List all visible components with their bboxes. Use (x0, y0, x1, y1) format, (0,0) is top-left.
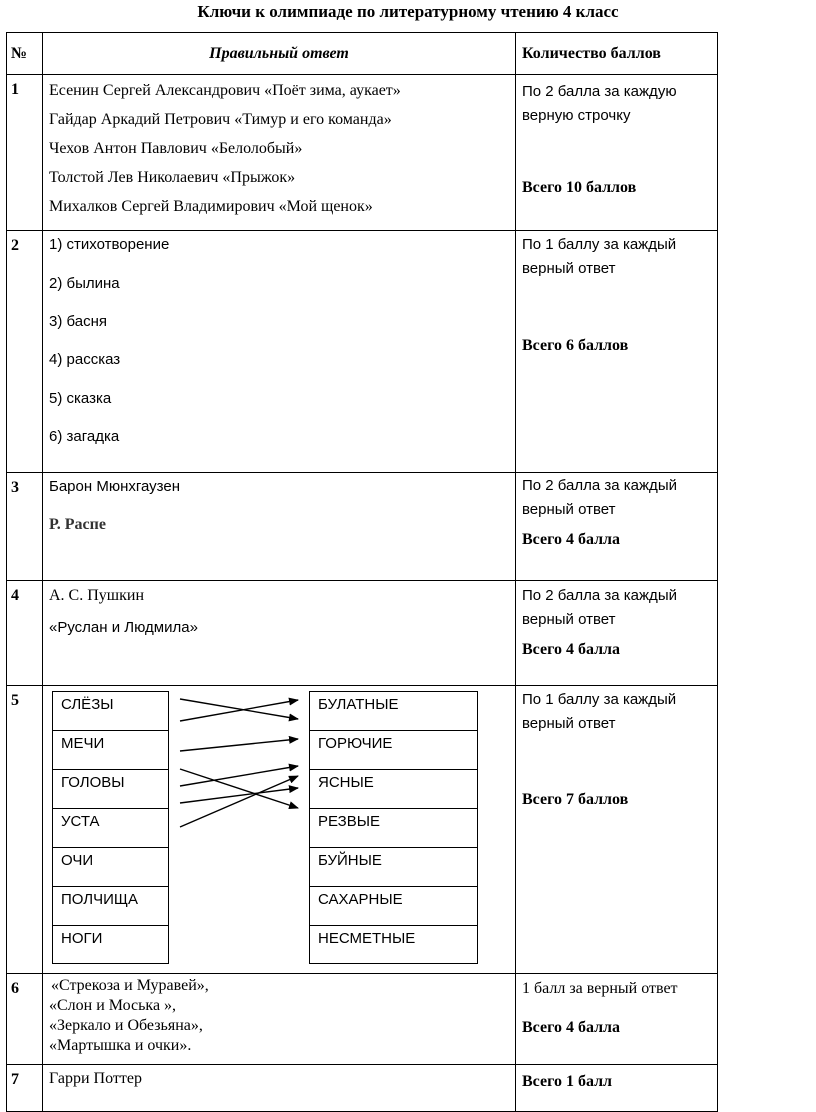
right-word: РЕЗВЫЕ (310, 809, 477, 848)
score-text: По 2 балла за каждую верную строчку (522, 83, 677, 124)
left-word: СЛЁЗЫ (53, 692, 168, 731)
table-row (7, 686, 718, 974)
row-number: 7 (7, 1065, 43, 1112)
answer-line: 4) рассказ (49, 351, 121, 368)
answer-line: Михалков Сергей Владимирович «Мой щенок» (49, 198, 373, 215)
page-title: Ключи к олимпиаде по литературному чтению 4 класс (197, 2, 619, 21)
header-score: Количество баллов (516, 33, 718, 75)
row-number: 6 (7, 974, 43, 1065)
answer-cell (43, 473, 516, 581)
answer-line: 3) басня (49, 313, 108, 330)
answer-cell (43, 581, 516, 686)
answer-line: Барон Мюнхгаузен (49, 478, 181, 495)
answer-line: Гарри Поттер (49, 1070, 142, 1087)
table-row (7, 231, 718, 473)
match-arrow (180, 699, 298, 719)
table-row (7, 75, 718, 231)
score-text: По 1 баллу за каждый верный ответ (522, 691, 677, 732)
right-word: БУЙНЫЕ (310, 848, 477, 887)
score-text: По 2 балла за каждый верный ответ (522, 587, 677, 628)
score-total: Всего 4 балла (522, 531, 621, 548)
score-total: Всего 1 балл (522, 1073, 613, 1090)
score-total: Всего 10 баллов (522, 179, 637, 196)
score-cell (516, 231, 718, 473)
score-cell (516, 1065, 718, 1112)
right-word: САХАРНЫЕ (310, 887, 477, 926)
row-number: 2 (7, 231, 43, 473)
answer-line: А. С. Пушкин (49, 587, 144, 604)
score-cell (516, 581, 718, 686)
score-total: Всего 7 баллов (522, 791, 629, 808)
answer-line: «Мартышка и очки». (49, 1037, 192, 1054)
left-word: ПОЛЧИЩА (53, 887, 168, 926)
table-row (7, 1065, 718, 1112)
answer-cell (43, 231, 516, 473)
answer-line: Чехов Антон Павлович «Белолобый» (49, 140, 303, 157)
right-word: НЕСМЕТНЫЕ (318, 930, 416, 947)
table-row (7, 974, 718, 1065)
matching-grid (52, 691, 478, 964)
row-number: 5 (7, 686, 43, 974)
answer-line: «Стрекоза и Муравей», (51, 977, 209, 994)
answer-line: 1) стихотворение (49, 236, 170, 253)
left-word: ГОЛОВЫ (53, 770, 168, 809)
score-total: Всего 4 балла (522, 641, 621, 658)
answer-line: «Руслан и Людмила» (49, 619, 198, 636)
left-word: НОГИ (61, 930, 103, 947)
row-number: 3 (7, 473, 43, 581)
answer-line: Толстой Лев Николаевич «Прыжок» (49, 169, 296, 186)
answer-cell (43, 686, 516, 974)
score-text: По 1 баллу за каждый верный ответ (522, 236, 677, 277)
answer-line: 6) загадка (49, 428, 120, 445)
score-cell (516, 686, 718, 974)
table-header-row (7, 33, 718, 75)
left-word: МЕЧИ (53, 731, 168, 770)
answer-cell (43, 1065, 516, 1112)
answer-line: 5) сказка (49, 390, 112, 407)
score-total: Всего 4 балла (522, 1019, 621, 1036)
right-word: ГОРЮЧИЕ (310, 731, 477, 770)
score-cell (516, 75, 718, 231)
match-arrow (180, 739, 298, 751)
answer-cell (43, 974, 516, 1065)
answer-cell (43, 75, 516, 231)
score-cell (516, 974, 718, 1065)
header-num: № (7, 33, 43, 75)
left-word: УСТА (53, 809, 168, 848)
table-row (7, 581, 718, 686)
row-number: 1 (7, 75, 43, 231)
answer-line: «Зеркало и Обезьяна», (49, 1017, 203, 1034)
answer-key-table (6, 32, 718, 1112)
answer-line: 2) былина (49, 275, 120, 292)
answer-line: «Слон и Моська », (49, 997, 177, 1014)
matching-arrows (52, 691, 478, 964)
score-text: 1 балл за верный ответ (522, 980, 678, 997)
answer-line: Есенин Сергей Александрович «Поёт зима, аукает» (49, 82, 401, 99)
score-total: Всего 6 баллов (522, 337, 629, 354)
header-answer: Правильный ответ (43, 33, 516, 75)
answer-line: Гайдар Аркадий Петрович «Тимур и его команда» (49, 111, 392, 128)
score-cell (516, 473, 718, 581)
score-text: По 2 балла за каждый верный ответ (522, 477, 677, 518)
right-word: ЯСНЫЕ (310, 770, 477, 809)
answer-line: Р. Распе (49, 516, 106, 533)
match-arrow (180, 700, 298, 721)
row-number: 4 (7, 581, 43, 686)
right-word: БУЛАТНЫЕ (310, 692, 477, 731)
left-word: ОЧИ (53, 848, 168, 887)
table-row (7, 473, 718, 581)
